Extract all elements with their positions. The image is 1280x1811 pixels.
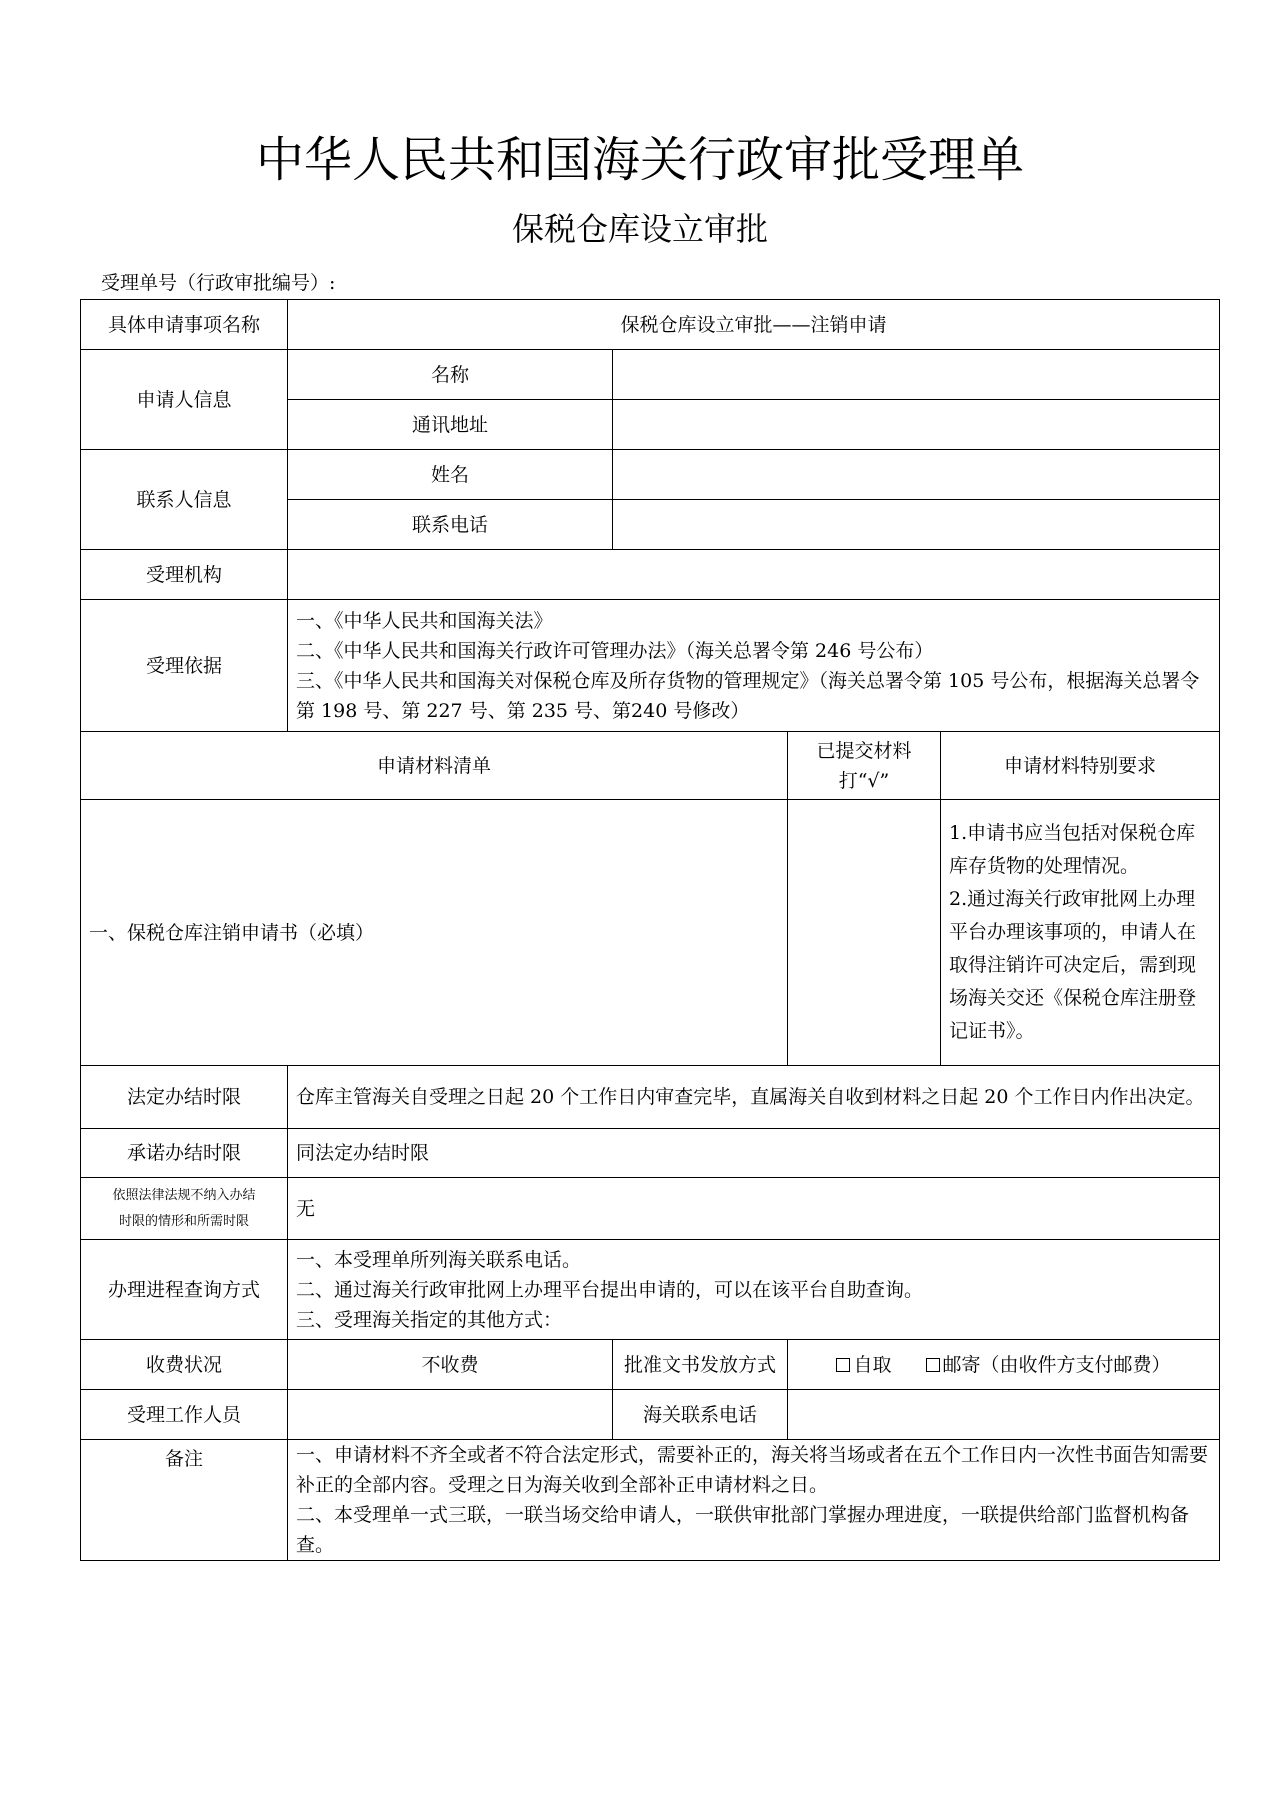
item-label: 具体申请事项名称 bbox=[81, 300, 288, 350]
acceptance-number-label: 受理单号（行政审批编号）: bbox=[101, 272, 336, 294]
legal-deadline-value: 仓库主管海关自受理之日起 20 个工作日内审查完毕，直属海关自收到材料之日起 20 个工作日内作出决定。 bbox=[288, 1066, 1220, 1129]
materials-header-submitted-line: 已提交材料 bbox=[816, 739, 912, 762]
table-row bbox=[81, 1390, 1220, 1440]
mail-option-label: 邮寄（由收件方支付邮费） bbox=[942, 1353, 1171, 1376]
table-row bbox=[81, 300, 1220, 350]
table-row bbox=[81, 732, 1220, 800]
basis-content bbox=[288, 600, 1220, 732]
remarks-content bbox=[288, 1440, 1220, 1561]
promised-deadline-value: 同法定办结时限 bbox=[288, 1129, 1220, 1178]
contact-label: 联系人信息 bbox=[81, 450, 288, 550]
applicant-name-field[interactable] bbox=[613, 350, 1220, 400]
fee-value: 不收费 bbox=[288, 1340, 613, 1390]
table-row bbox=[81, 600, 1220, 732]
applicant-name-label: 名称 bbox=[288, 350, 613, 400]
delivery-method-label: 批准文书发放方式 bbox=[613, 1340, 788, 1390]
excluded-time-value: 无 bbox=[288, 1178, 1220, 1240]
page-title: 中华人民共和国海关行政审批受理单 bbox=[255, 132, 1024, 188]
agency-field[interactable] bbox=[288, 550, 1220, 600]
excluded-time-label-line: 依照法律法规不纳入办结 bbox=[112, 1187, 256, 1203]
applicant-label: 申请人信息 bbox=[81, 350, 288, 450]
remarks-line: 一、申请材料不齐全或者不符合法定形式，需要补正的，海关将当场或者在五个工作日内一次性书面告知需要补正的全部内容。受理之日为海关收到全部补正申请材料之日。 bbox=[296, 1444, 1209, 1496]
remarks-line: 二、本受理单一式三联，一联当场交给申请人，一联供审批部门掌握办理进度，一联提供给部门监督机构备查。 bbox=[296, 1504, 1190, 1556]
legal-deadline-label: 法定办结时限 bbox=[81, 1066, 288, 1129]
item-value: 保税仓库设立审批——注销申请 bbox=[288, 300, 1220, 350]
pickup-checkbox[interactable] bbox=[836, 1358, 850, 1372]
basis-line: 三、《中华人民共和国海关对保税仓库及所存货物的管理规定》（海关总署令第 105 号公布，根据海关总署令第 198 号、第 227 号、第 235 号、第240 号修改） bbox=[296, 669, 1200, 722]
table-row bbox=[81, 800, 1220, 1066]
customs-phone-field[interactable] bbox=[788, 1390, 1220, 1440]
material-item-name: 一、保税仓库注销申请书（必填） bbox=[81, 800, 788, 1066]
table-row bbox=[81, 1240, 1220, 1340]
table-row bbox=[81, 1066, 1220, 1129]
acceptance-form-table bbox=[80, 299, 1220, 1561]
contact-name-label: 姓名 bbox=[288, 450, 613, 500]
remarks-label: 备注 bbox=[81, 1440, 288, 1561]
pickup-option-label: 自取 bbox=[853, 1353, 892, 1376]
excluded-time-label bbox=[81, 1178, 288, 1240]
progress-line: 一、本受理单所列海关联系电话。 bbox=[296, 1248, 582, 1271]
table-row bbox=[81, 550, 1220, 600]
page-subtitle: 保税仓库设立审批 bbox=[511, 210, 768, 248]
materials-header-requirements: 申请材料特别要求 bbox=[941, 732, 1220, 800]
applicant-address-field[interactable] bbox=[613, 400, 1220, 450]
material-submitted-checkbox-cell[interactable] bbox=[788, 800, 941, 1066]
delivery-method-options bbox=[788, 1340, 1220, 1390]
excluded-time-label-line: 时限的情形和所需时限 bbox=[118, 1213, 249, 1229]
materials-header-submitted bbox=[788, 732, 941, 800]
table-row bbox=[81, 1340, 1220, 1390]
requirement-line: 1.申请书应当包括对保税仓库库存货物的处理情况。 bbox=[949, 822, 1196, 877]
materials-header-list: 申请材料清单 bbox=[81, 732, 788, 800]
table-row bbox=[81, 1178, 1220, 1240]
mail-checkbox[interactable] bbox=[926, 1358, 940, 1372]
customs-phone-label: 海关联系电话 bbox=[613, 1390, 788, 1440]
material-requirements bbox=[941, 800, 1220, 1066]
contact-phone-field[interactable] bbox=[613, 500, 1220, 550]
basis-line: 二、《中华人民共和国海关行政许可管理办法》（海关总署令第 246 号公布） bbox=[296, 639, 934, 662]
contact-phone-label: 联系电话 bbox=[288, 500, 613, 550]
agency-label: 受理机构 bbox=[81, 550, 288, 600]
requirement-line: 2.通过海关行政审批网上办理平台办理该事项的，申请人在取得注销许可决定后，需到现场海关交还《保税仓库注册登记证书》。 bbox=[949, 888, 1197, 1042]
table-row bbox=[81, 350, 1220, 400]
materials-header-submitted-line: 打“√” bbox=[838, 769, 890, 792]
fee-label: 收费状况 bbox=[81, 1340, 288, 1390]
staff-label: 受理工作人员 bbox=[81, 1390, 288, 1440]
table-row bbox=[81, 1129, 1220, 1178]
progress-line: 三、受理海关指定的其他方式： bbox=[296, 1308, 563, 1331]
basis-label: 受理依据 bbox=[81, 600, 288, 732]
progress-content bbox=[288, 1240, 1220, 1340]
applicant-address-label: 通讯地址 bbox=[288, 400, 613, 450]
staff-field[interactable] bbox=[288, 1390, 613, 1440]
promised-deadline-label: 承诺办结时限 bbox=[81, 1129, 288, 1178]
contact-name-field[interactable] bbox=[613, 450, 1220, 500]
basis-line: 一、《中华人民共和国海关法》 bbox=[296, 609, 553, 632]
table-row bbox=[81, 450, 1220, 500]
progress-line: 二、通过海关行政审批网上办理平台提出申请的，可以在该平台自助查询。 bbox=[296, 1278, 924, 1301]
table-row bbox=[81, 1440, 1220, 1561]
progress-label: 办理进程查询方式 bbox=[81, 1240, 288, 1340]
